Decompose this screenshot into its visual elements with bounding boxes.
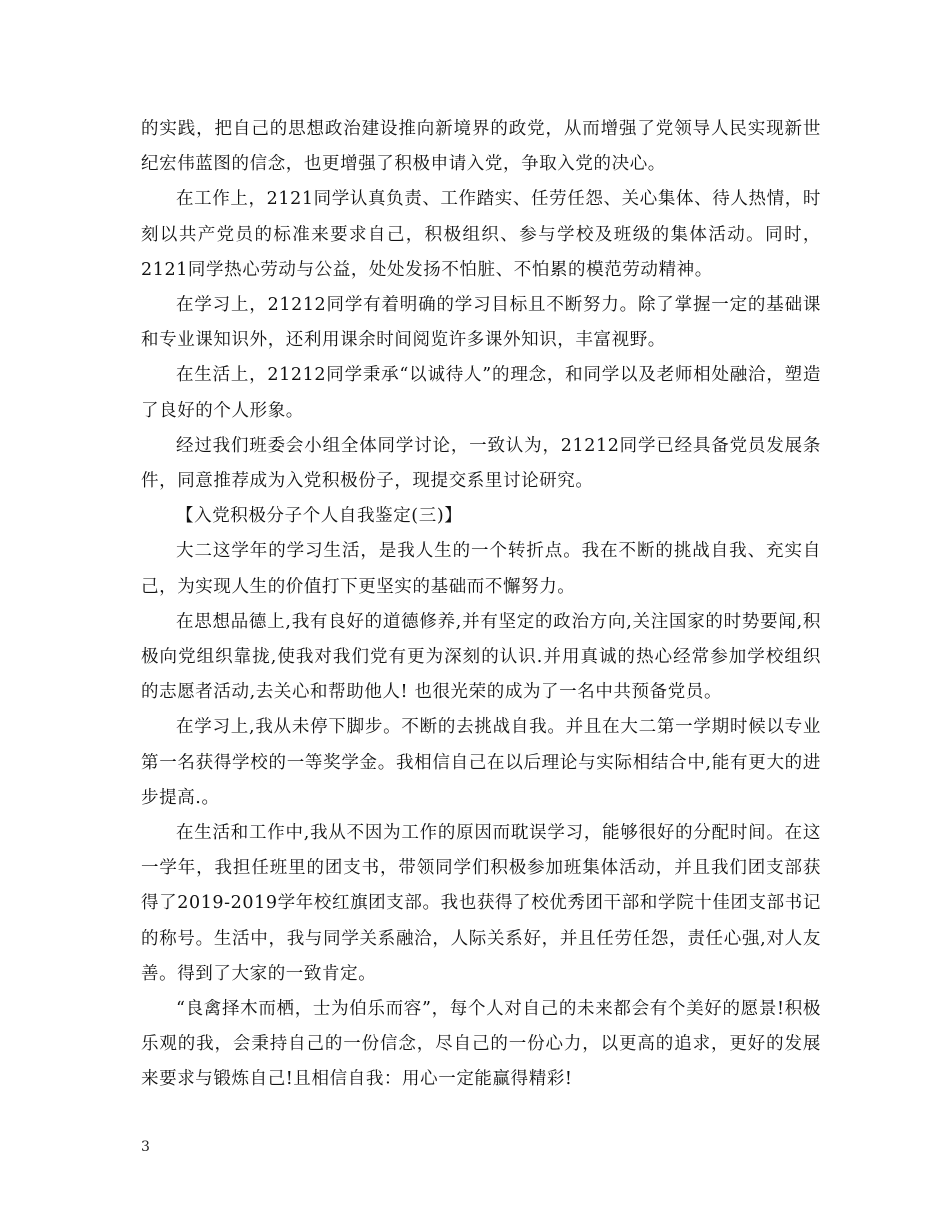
paragraph-life: 在生活上，21212同学秉承“以诚待人”的理念，和同学以及老师相处融洽，塑造了良好的个人形象。 xyxy=(141,365,821,421)
page-number: 3 xyxy=(141,1139,150,1155)
paragraph-continuation: 的实践，把自己的思想政治建设推向新境界的政党，从而增强了党领导人民实现新世纪宏伟蓝图的信念，也更增强了积极申请入党，争取入党的决心。 xyxy=(141,119,821,175)
paragraph-ideology: 在思想品德上,我有良好的道德修养,并有坚定的政治方向,关注国家的时势要闻,积极向党组织靠拢,使我对我们党有更为深刻的认识.并用真诚的热心经常参加学校组织的志愿者活动,去关心和帮助他人! 也很光荣的成为了一名中共预备党员。 xyxy=(141,611,821,703)
paragraph-closing: “良禽择木而栖，士为伯乐而容”，每个人对自己的未来都会有个美好的愿景!积极乐观的我，会秉持自己的一份信念，尽自己的一份心力，以更高的追求，更好的发展来要求与锻炼自己!且相信自我：用心一定能赢得精彩! xyxy=(141,999,821,1090)
paragraph-study: 在学习上，21212同学有着明确的学习目标且不断努力。除了掌握一定的基础课和专业课知识外，还利用课余时间阅览许多课外知识，丰富视野。 xyxy=(141,295,821,351)
paragraph-intro: 大二这学年的学习生活，是我人生的一个转折点。我在不断的挑战自我、充实自己，为实现人生的价值打下更坚实的基础而不懈努力。 xyxy=(141,541,821,597)
paragraph-life-work: 在生活和工作中,我从不因为工作的原因而耽误学习，能够很好的分配时间。在这一学年，我担任班里的团支书，带领同学们积极参加班集体活动，并且我们团支部获得了2019-2019学年校红旗团支部。我也获得了校优秀团干部和学院十佳团支部书记的称号。生活中，我与同学关系融洽，人际关系好，并且任劳任怨，责任心强,对人友善。得到了大家的一致肯定。 xyxy=(141,823,821,984)
document-body xyxy=(141,112,821,1098)
section-heading: 【入党积极分子个人自我鉴定(三)】 xyxy=(176,506,463,527)
paragraph-work: 在工作上，2121同学认真负责、工作踏实、任劳任怨、关心集体、待人热情，时刻以共产党员的标准来要求自己，积极组织、参与学校及班级的集体活动。同时，2121同学热心劳动与公益，处处发扬不怕脏、不怕累的模范劳动精神。 xyxy=(141,189,821,280)
paragraph-conclusion: 经过我们班委会小组全体同学讨论，一致认为，21212同学已经具备党员发展条件，同意推荐成为入党积极份子，现提交系里讨论研究。 xyxy=(141,435,821,492)
paragraph-learning: 在学习上,我从未停下脚步。不断的去挑战自我。并且在大二第一学期时候以专业第一名获得学校的一等奖学金。我相信自己在以后理论与实际相结合中,能有更大的进步提高.。 xyxy=(141,717,821,808)
